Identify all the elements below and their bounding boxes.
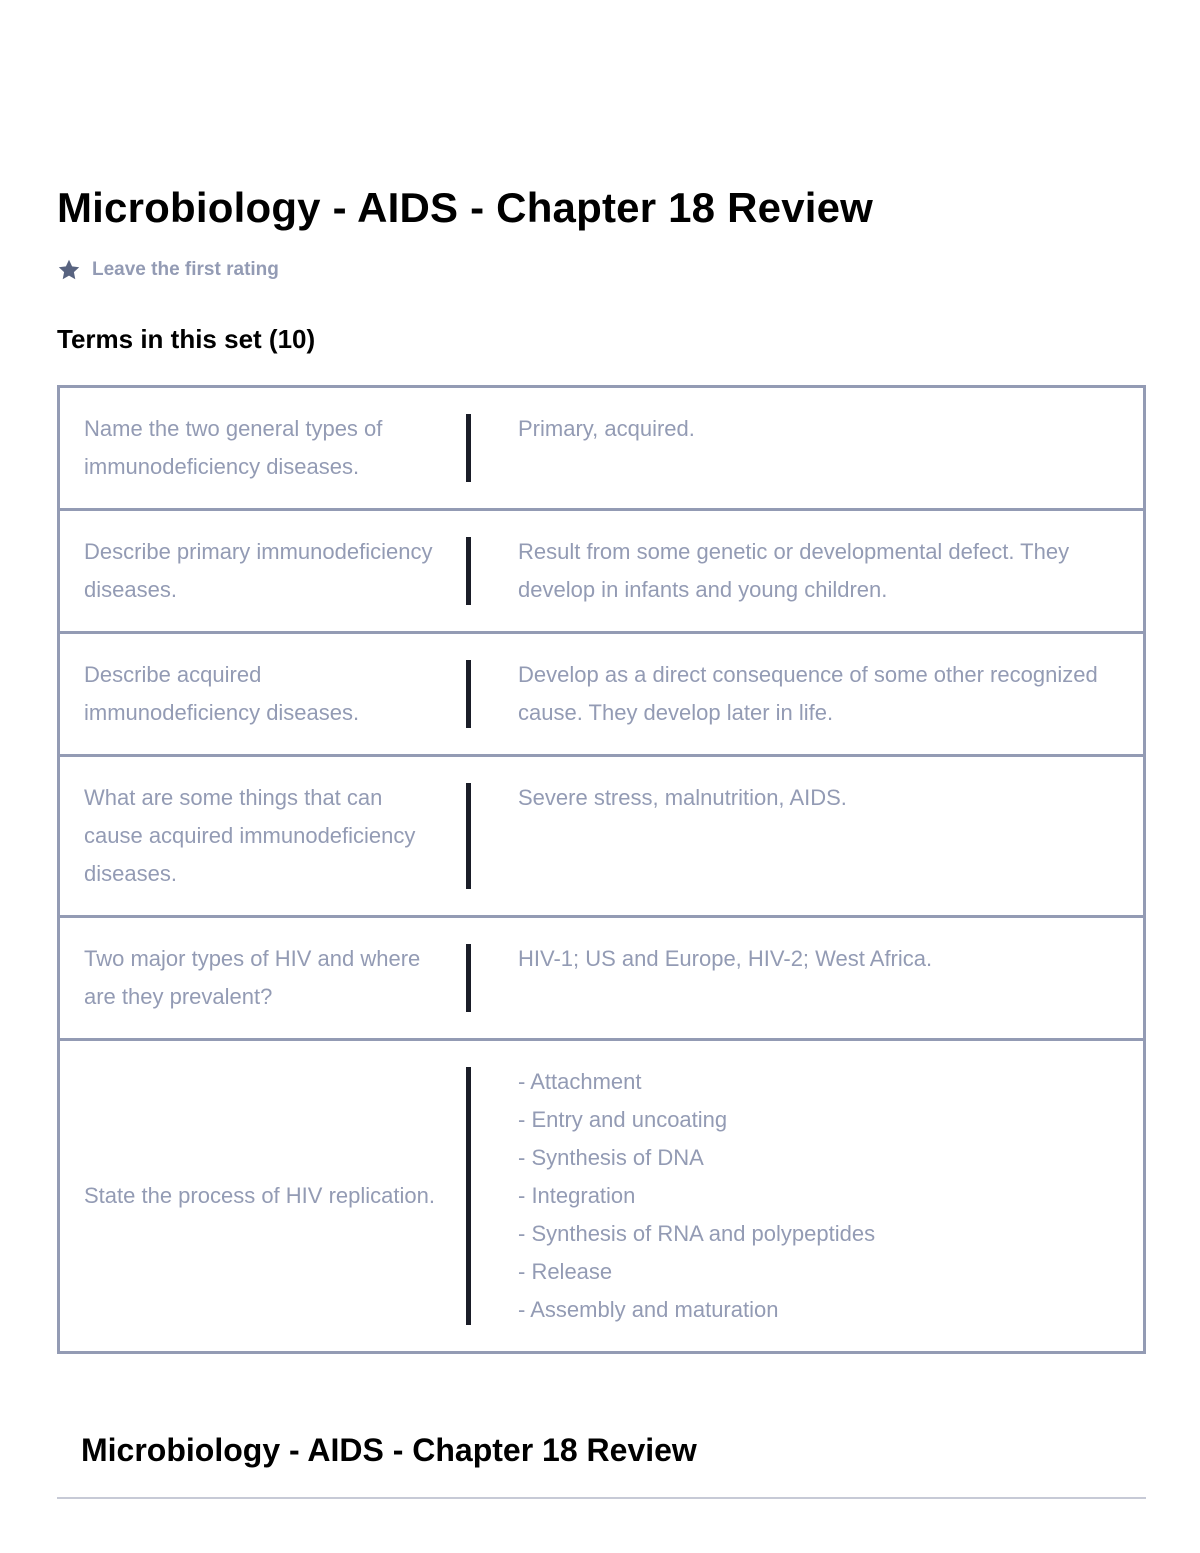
term-card[interactable] — [57, 385, 1146, 511]
page-title: Microbiology - AIDS - Chapter 18 Review — [57, 184, 874, 231]
term-text: Describe acquired immunodeficiency diseases. — [84, 662, 360, 725]
term-card[interactable] — [57, 631, 1146, 757]
term-text: State the process of HIV replication. — [84, 1183, 435, 1208]
term-text: What are some things that can cause acquired immunodeficiency diseases. — [84, 785, 416, 886]
footer-title: Microbiology - AIDS - Chapter 18 Review — [81, 1432, 697, 1468]
terms-heading: Terms in this set (10) — [57, 324, 316, 354]
rating-label[interactable]: Leave the first rating — [92, 259, 279, 280]
term-text: Describe primary immunodeficiency diseases. — [84, 539, 433, 602]
term-text: Two major types of HIV and where are they prevalent? — [84, 946, 421, 1009]
definition-text: - Attachment - Entry and uncoating - Synthesis of DNA - Integration - Synthesis of RNA and polypeptides - Release - Assembly and maturation — [518, 1069, 876, 1322]
term-card[interactable] — [57, 508, 1146, 634]
term-card[interactable] — [57, 1038, 1146, 1354]
definition-text: Develop as a direct consequence of some other recognized cause. They develop later in life. — [518, 662, 1098, 725]
term-card[interactable] — [57, 915, 1146, 1041]
star-icon — [57, 258, 81, 282]
footer-divider — [57, 1497, 1146, 1499]
term-text: Name the two general types of immunodeficiency diseases. — [84, 416, 383, 479]
definition-text: Severe stress, malnutrition, AIDS. — [518, 785, 847, 810]
definition-text: HIV-1; US and Europe, HIV-2; West Africa. — [518, 946, 933, 971]
definition-text: Primary, acquired. — [518, 416, 695, 441]
term-card[interactable] — [57, 754, 1146, 918]
rating-link[interactable] — [57, 256, 279, 284]
term-list — [57, 385, 1146, 1354]
definition-text: Result from some genetic or developmental defect. They develop in infants and young children. — [518, 539, 1070, 602]
